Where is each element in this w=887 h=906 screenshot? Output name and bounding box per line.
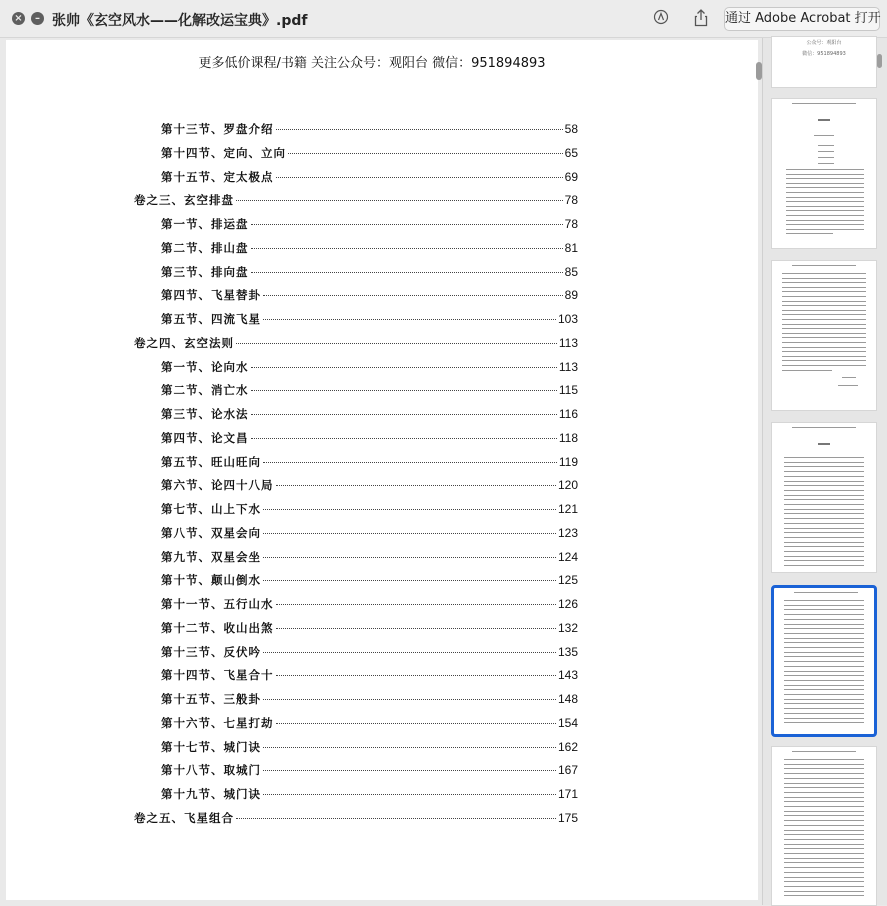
- toc-leader-dots: [263, 794, 556, 795]
- thumb-text-line: [784, 476, 864, 477]
- thumb-text-line: [784, 490, 864, 491]
- toc-entry[interactable]: [134, 192, 578, 212]
- toc-entry-title: 第十六节、七星打劫: [161, 715, 274, 730]
- thumb-text-line: [784, 647, 864, 648]
- thumb-text-line: [784, 656, 864, 657]
- thumb-text-line: [782, 356, 866, 357]
- thumb-text-line: [784, 881, 864, 882]
- thumb-text-line: [782, 351, 866, 352]
- thumb-text-line: [786, 233, 833, 234]
- toc-leader-dots: [263, 557, 556, 558]
- thumb-text-line: [784, 628, 864, 629]
- toc-entry-title: 第九节、双星会坐: [161, 549, 261, 564]
- toc-entry-page: 115: [558, 383, 578, 398]
- toc-entry[interactable]: [161, 477, 578, 497]
- thumb-text-line: [784, 862, 864, 863]
- thumb-text-line: [818, 151, 834, 152]
- toc-leader-dots: [251, 248, 563, 249]
- title-bar: [0, 0, 887, 38]
- toc-entry[interactable]: [161, 287, 578, 307]
- toc-leader-dots: [263, 295, 563, 296]
- toc-entry-page: 103: [557, 312, 578, 326]
- thumb-text-line: [784, 624, 864, 625]
- thumb-text-line: [784, 853, 864, 854]
- thumb-text-line: [784, 858, 864, 859]
- page-header-text: 更多低价课程/书籍 关注公众号：观阳台 微信：951894893: [198, 56, 546, 71]
- thumb-text-line: [782, 314, 866, 315]
- thumb-text-line: [784, 834, 864, 835]
- thumb-text-line: [784, 848, 864, 849]
- toc-entry-title: 第十三节、罗盘介绍: [161, 122, 274, 136]
- toc-entry[interactable]: [161, 169, 578, 189]
- thumb-text-line: [784, 680, 864, 681]
- toc-entry-title: 第十二节、收山出煞: [161, 620, 274, 635]
- thumb-text-line: [784, 783, 864, 784]
- thumb-text-line: [786, 187, 864, 188]
- toc-entry-page: 175: [557, 810, 578, 825]
- thumb-text-line: [818, 157, 834, 158]
- thumb-text-line: [784, 556, 864, 557]
- thumb-text-line: [784, 642, 864, 643]
- toc-leader-dots: [251, 224, 563, 225]
- toc-leader-dots: [276, 129, 563, 130]
- toc-entry[interactable]: [161, 572, 578, 592]
- toc-entry-page: 78: [564, 193, 578, 208]
- thumb-line: 公众号：观阳台: [806, 40, 842, 46]
- toc-entry-page: 126: [557, 597, 578, 611]
- thumb-text-line: [784, 518, 864, 519]
- minimize-icon[interactable]: –: [31, 12, 44, 25]
- toc-leader-dots: [263, 509, 556, 510]
- toc-entry[interactable]: [161, 501, 578, 521]
- thumb-text-line: [792, 103, 856, 104]
- thumb-text-line: [784, 787, 864, 788]
- toc-entry-title: 第三节、排向盘: [161, 264, 249, 279]
- toc-leader-dots: [251, 272, 563, 273]
- thumb-text-line: [782, 328, 866, 329]
- toc-entry[interactable]: [161, 667, 578, 687]
- thumb-text-line: [784, 778, 864, 779]
- thumb-text-line: [784, 471, 864, 472]
- thumb-text-line: [818, 443, 830, 445]
- thumb-text-line: [786, 220, 864, 221]
- thumb-text-line: [786, 174, 864, 175]
- toc-entry-page: 121: [557, 502, 578, 516]
- thumb-text-line: [784, 638, 864, 639]
- toc-entry-page: 69: [564, 169, 578, 184]
- thumb-text-line: [782, 273, 866, 274]
- toc-entry-page: 162: [557, 739, 578, 754]
- thumbnail-sidebar: [762, 38, 887, 905]
- toc-entry-page: 171: [557, 787, 578, 801]
- thumb-text-line: [784, 708, 864, 709]
- toc-entry-title: 第七节、山上下水: [161, 502, 261, 516]
- toc-entry-page: 119: [558, 454, 578, 469]
- markup-icon[interactable]: [650, 9, 672, 29]
- thumb-text-line: [784, 671, 864, 672]
- toc-leader-dots: [236, 818, 556, 819]
- thumb-text-line: [784, 759, 864, 760]
- toc-entry-page: 125: [557, 573, 578, 588]
- toc-entry-title: 第十四节、飞星合十: [161, 668, 274, 683]
- thumb-text-line: [784, 509, 864, 510]
- toc-entry-title: 卷之三、玄空排盘: [134, 193, 234, 208]
- toc-entry-title: 第一节、排运盘: [161, 217, 249, 231]
- thumb-text-line: [782, 305, 866, 306]
- toc-leader-dots: [236, 200, 563, 201]
- thumb-text-line: [784, 457, 864, 458]
- toc-entry-page: 113: [558, 335, 578, 350]
- toc-entry-page: 78: [564, 217, 578, 231]
- toc-entry[interactable]: [161, 715, 578, 735]
- thumb-text-line: [784, 661, 864, 662]
- toc-leader-dots: [263, 652, 556, 653]
- toc-entry[interactable]: [161, 525, 578, 545]
- thumb-text-line: [784, 797, 864, 798]
- thumb-text-line: [784, 764, 864, 765]
- toc-entry-title: 第十九节、城门诀: [161, 787, 261, 801]
- toc-leader-dots: [263, 580, 556, 581]
- thumb-text-line: [818, 145, 834, 146]
- thumb-text-line: [784, 806, 864, 807]
- thumb-text-line: [792, 751, 856, 752]
- toc-leader-dots: [276, 604, 556, 605]
- toc-entry-page: 58: [564, 122, 578, 136]
- thumb-text-line: [784, 830, 864, 831]
- toc-entry[interactable]: [161, 786, 578, 806]
- thumb-text-line: [784, 773, 864, 774]
- thumb-text-line: [784, 523, 864, 524]
- thumb-text-line: [784, 546, 864, 547]
- thumb-text-line: [794, 592, 858, 593]
- toc-entry-page: 132: [557, 620, 578, 635]
- toc-entry-page: 81: [564, 240, 578, 255]
- thumb-text-line: [782, 287, 866, 288]
- thumb-text-line: [784, 689, 864, 690]
- toc-entry[interactable]: [161, 691, 578, 711]
- toc-entry[interactable]: [161, 549, 578, 569]
- thumb-text-line: [784, 685, 864, 686]
- toc-leader-dots: [263, 462, 557, 463]
- page-thumbnail-1[interactable]: [771, 36, 877, 88]
- toc-leader-dots: [263, 747, 556, 748]
- thumb-text-line: [784, 614, 864, 615]
- toc-leader-dots: [251, 438, 557, 439]
- thumb-text-line: [782, 333, 866, 334]
- toc-entry-page: 124: [557, 549, 578, 564]
- page-thumbnail-3[interactable]: [771, 260, 877, 411]
- thumb-text-line: [782, 278, 866, 279]
- toc-entry[interactable]: [161, 620, 578, 640]
- toc-entry-title: 卷之五、飞星组合: [134, 810, 234, 825]
- page-thumbnail-4[interactable]: [771, 422, 877, 573]
- thumb-text-line: [784, 886, 864, 887]
- toc-leader-dots: [251, 367, 557, 368]
- thumb-text-line: [784, 825, 864, 826]
- toc-entry[interactable]: [161, 430, 578, 450]
- toc-entry-title: 第二节、消亡水: [161, 383, 249, 398]
- thumb-text-line: [782, 347, 866, 348]
- toc-entry-title: 第十一节、五行山水: [161, 597, 274, 611]
- thumb-text-line: [782, 291, 866, 292]
- toc-entry-page: 135: [557, 644, 578, 659]
- toc-entry-page: 113: [558, 359, 578, 374]
- thumb-text-line: [786, 206, 864, 207]
- thumb-text-line: [784, 466, 864, 467]
- thumb-text-line: [784, 528, 864, 529]
- thumb-text-line: [782, 282, 866, 283]
- thumb-text-line: [784, 499, 864, 500]
- thumb-text-line: [784, 462, 864, 463]
- thumb-text-line: [786, 178, 864, 179]
- thumb-text-line: [782, 365, 866, 366]
- page-thumbnail-6[interactable]: [771, 746, 877, 906]
- thumb-text-line: [786, 192, 864, 193]
- thumb-text-line: [814, 135, 834, 136]
- thumb-text-line: [792, 265, 856, 266]
- toc-entry[interactable]: [161, 596, 578, 616]
- thumb-text-line: [784, 609, 864, 610]
- close-icon[interactable]: ×: [12, 12, 25, 25]
- toc-entry[interactable]: [161, 145, 578, 165]
- thumb-text-line: [818, 119, 830, 121]
- toc-entry[interactable]: [161, 311, 578, 331]
- toc-entry-page: 167: [557, 763, 578, 778]
- toc-entry-title: 第四节、论文昌: [161, 430, 249, 445]
- pdf-page: [6, 40, 758, 900]
- thumb-text-line: [782, 370, 832, 371]
- thumb-text-line: [784, 891, 864, 892]
- thumb-text-line: [784, 820, 864, 821]
- share-icon[interactable]: [690, 9, 712, 29]
- thumb-text-line: [784, 605, 864, 606]
- toc-leader-dots: [236, 343, 557, 344]
- thumb-text-line: [786, 197, 864, 198]
- thumb-text-line: [784, 542, 864, 543]
- toc-leader-dots: [251, 414, 557, 415]
- toc-entry-title: 第一节、论向水: [161, 359, 249, 374]
- toc-entry-page: 118: [558, 430, 578, 445]
- thumb-text-line: [842, 377, 856, 378]
- thumb-text-line: [838, 385, 858, 386]
- thumb-line: 微信：951894893: [802, 51, 846, 57]
- thumb-text-line: [784, 513, 864, 514]
- toc-leader-dots: [263, 699, 556, 700]
- thumb-text-line: [782, 319, 866, 320]
- toc-entry-title: 第五节、四流飞星: [161, 312, 261, 326]
- toc-entry[interactable]: [134, 335, 578, 355]
- toc-leader-dots: [263, 319, 556, 320]
- thumb-text-line: [784, 694, 864, 695]
- toc-entry-title: 第十七节、城门诀: [161, 739, 261, 754]
- toc-leader-dots: [276, 177, 563, 178]
- toc-entry-title: 第二节、排山盘: [161, 240, 249, 255]
- toc-entry-title: 第十三节、反伏吟: [161, 644, 261, 659]
- document-viewer[interactable]: [0, 38, 762, 905]
- toc-entry[interactable]: [161, 264, 578, 284]
- toc-entry-title: 第十五节、定太极点: [161, 169, 274, 184]
- toc-entry[interactable]: [134, 810, 578, 830]
- toc-entry-title: 第五节、旺山旺向: [161, 454, 261, 469]
- toc-entry[interactable]: [161, 644, 578, 664]
- thumb-text-line: [786, 169, 864, 170]
- toc-leader-dots: [263, 770, 556, 771]
- thumb-text-line: [784, 485, 864, 486]
- toc-entry-page: 120: [557, 478, 578, 493]
- open-in-acrobat-button[interactable]: 通过 Adobe Acrobat 打开: [724, 7, 880, 31]
- toc-entry[interactable]: [161, 762, 578, 782]
- thumb-text-line: [784, 718, 864, 719]
- thumb-text-line: [784, 792, 864, 793]
- toc-entry[interactable]: [161, 121, 578, 141]
- thumb-text-line: [784, 551, 864, 552]
- toc-leader-dots: [276, 675, 556, 676]
- thumb-text-line: [786, 210, 864, 211]
- thumb-text-line: [784, 839, 864, 840]
- thumb-text-line: [784, 699, 864, 700]
- toc-leader-dots: [288, 153, 563, 154]
- toc-entry-page: 154: [557, 715, 578, 730]
- toc-entry[interactable]: [161, 216, 578, 236]
- toc-entry[interactable]: [161, 739, 578, 759]
- thumb-text-line: [784, 703, 864, 704]
- thumb-text-line: [792, 427, 856, 428]
- thumb-text-line: [782, 301, 866, 302]
- thumb-text-line: [784, 801, 864, 802]
- thumb-text-line: [784, 675, 864, 676]
- thumb-text-line: [784, 481, 864, 482]
- toc-entry[interactable]: [161, 240, 578, 260]
- toc-leader-dots: [276, 628, 556, 629]
- thumb-text-line: [782, 310, 866, 311]
- toc-entry-title: 第十五节、三般卦: [161, 692, 261, 706]
- toc-leader-dots: [276, 723, 556, 724]
- toc-entry-page: 116: [558, 407, 578, 421]
- toc-entry-title: 第十节、颠山倒水: [161, 573, 261, 588]
- toc-entry-page: 65: [564, 145, 578, 160]
- thumb-text-line: [784, 811, 864, 812]
- toc-entry-title: 第十四节、定向、立向: [161, 145, 286, 160]
- thumb-text-line: [784, 872, 864, 873]
- thumb-text-line: [784, 619, 864, 620]
- thumb-text-line: [786, 215, 864, 216]
- toc-entry-page: 123: [557, 525, 578, 540]
- thumb-text-line: [784, 560, 864, 561]
- thumb-text-line: [784, 532, 864, 533]
- toc-entry-title: 第六节、论四十八局: [161, 478, 274, 493]
- thumb-text-line: [784, 768, 864, 769]
- thumb-text-line: [782, 324, 866, 325]
- page-thumbnail-2[interactable]: [771, 98, 877, 249]
- thumb-text-line: [786, 229, 864, 230]
- thumb-text-line: [782, 296, 866, 297]
- toc-leader-dots: [276, 485, 556, 486]
- toc-entry-page: 148: [557, 692, 578, 706]
- thumb-text-line: [784, 713, 864, 714]
- toc-entry-page: 85: [564, 264, 578, 279]
- thumb-text-line: [786, 224, 864, 225]
- window-title: 张帅《玄空风水——化解改运宝典》.pdf: [52, 13, 308, 29]
- thumb-text-line: [784, 867, 864, 868]
- thumb-text-line: [784, 844, 864, 845]
- thumb-text-line: [782, 360, 866, 361]
- thumb-text-line: [782, 337, 866, 338]
- page-thumbnail-5[interactable]: [771, 585, 877, 737]
- thumb-text-line: [784, 504, 864, 505]
- toc-entry-page: 89: [564, 288, 578, 303]
- thumb-text-line: [786, 201, 864, 202]
- thumb-text-line: [818, 163, 834, 164]
- toc-entry-title: 第八节、双星会向: [161, 525, 261, 540]
- thumb-text-line: [784, 652, 864, 653]
- toc-entry[interactable]: [161, 382, 578, 402]
- thumb-text-line: [784, 600, 864, 601]
- toc-entry-title: 卷之四、玄空法则: [134, 335, 234, 350]
- toc-entry[interactable]: [161, 406, 578, 426]
- thumb-text-line: [786, 183, 864, 184]
- thumb-text-line: [784, 722, 864, 723]
- thumb-text-line: [784, 633, 864, 634]
- toc-entry[interactable]: [161, 359, 578, 379]
- thumb-text-line: [784, 815, 864, 816]
- toc-leader-dots: [263, 533, 556, 534]
- toc-leader-dots: [251, 390, 557, 391]
- thumb-text-line: [784, 537, 864, 538]
- thumb-text-line: [782, 342, 866, 343]
- thumb-text-line: [784, 565, 864, 566]
- toc-entry-title: 第三节、论水法: [161, 407, 249, 421]
- toc-entry-title: 第四节、飞星替卦: [161, 288, 261, 303]
- sidebar-scrollbar[interactable]: [877, 54, 882, 68]
- toc-entry[interactable]: [161, 454, 578, 474]
- toc-entry-title: 第十八节、取城门: [161, 763, 261, 778]
- thumb-text-line: [784, 666, 864, 667]
- thumb-text-line: [784, 877, 864, 878]
- toc-entry-page: 143: [557, 668, 578, 683]
- thumb-text-line: [784, 495, 864, 496]
- thumb-text-line: [784, 895, 864, 896]
